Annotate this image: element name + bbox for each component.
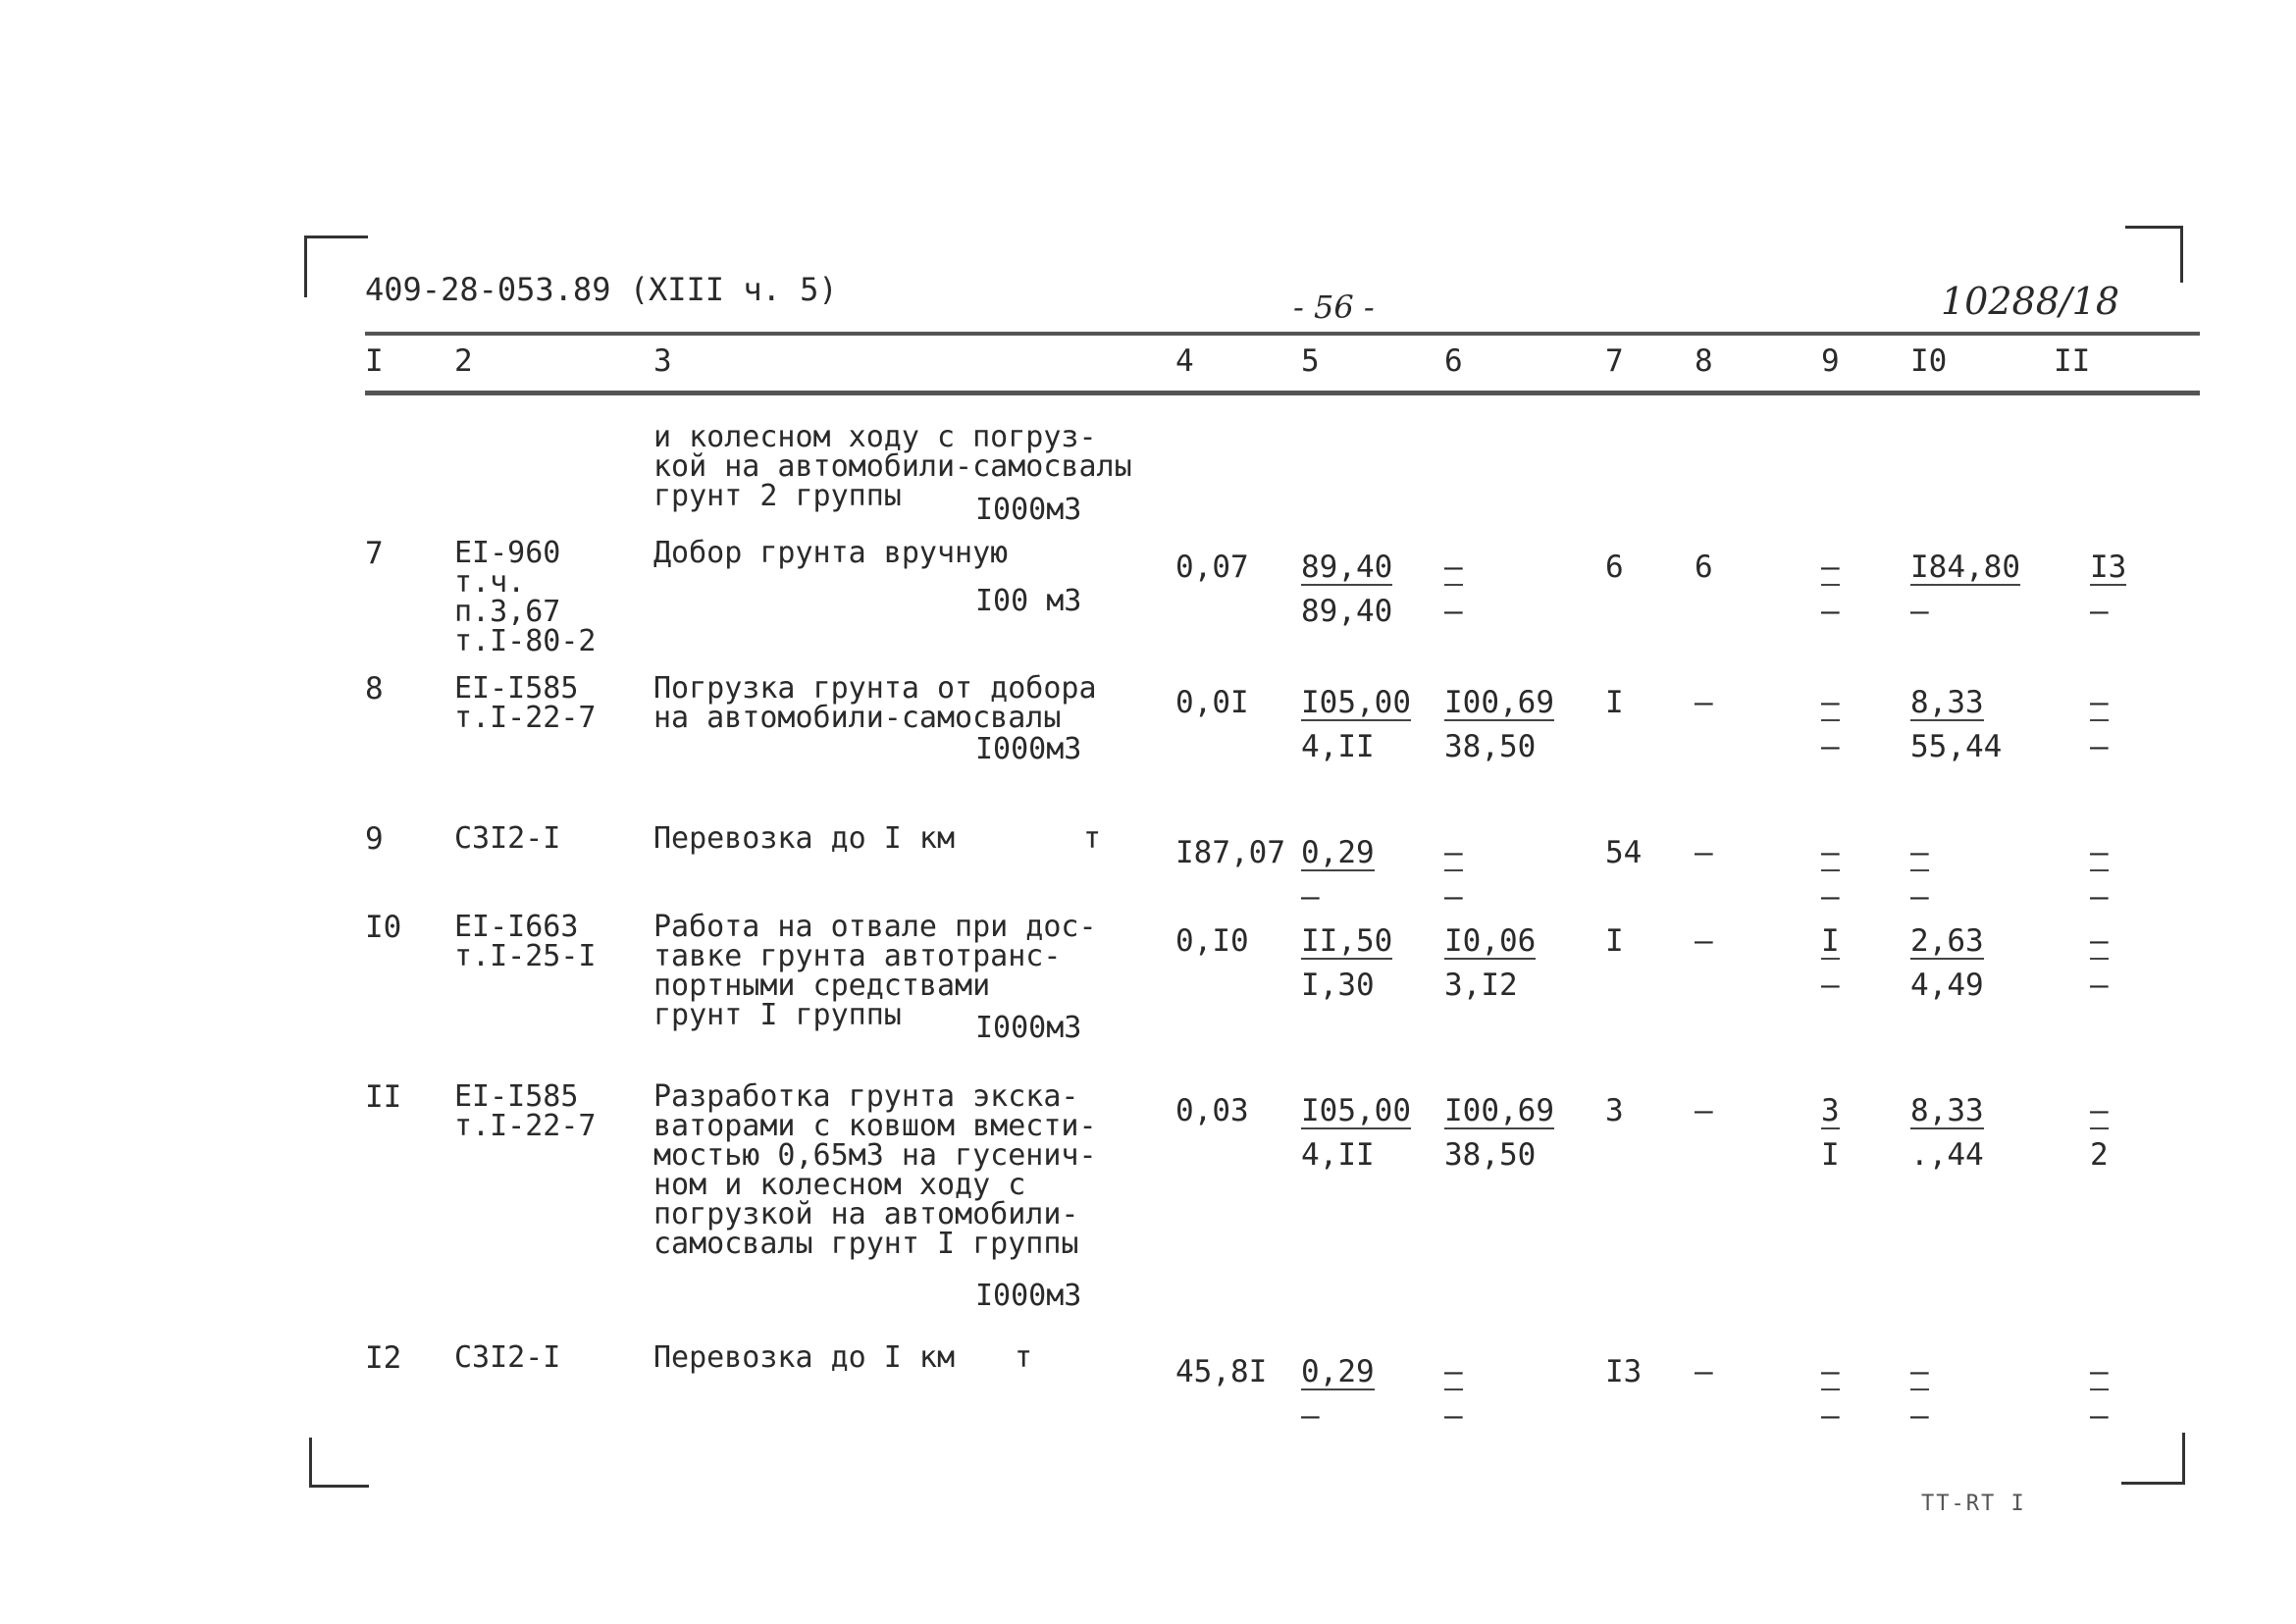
norm-code: п.3,67	[454, 595, 561, 629]
value-c8: –	[1695, 923, 1713, 959]
work-description: самосвалы грунт I группы	[653, 1227, 1079, 1261]
column-header-10: I0	[1910, 343, 1948, 379]
value-c5-bottom: 4,II	[1301, 729, 1375, 764]
page-number: - 56 -	[1293, 288, 1375, 326]
value-c11-bottom: –	[2090, 1398, 2109, 1434]
column-header-11: II	[2054, 343, 2091, 379]
work-description: тавке грунта автотранс-	[653, 939, 1062, 973]
value-c9-top: 3	[1821, 1093, 1840, 1128]
value-c11-bottom: –	[2090, 594, 2109, 629]
value-c6-bottom: 38,50	[1444, 1137, 1537, 1173]
value-c10-bottom: 4,49	[1910, 968, 1984, 1003]
value-c5-top: II,50	[1301, 923, 1393, 959]
value-c10-top: –	[1910, 1354, 1929, 1389]
value-c11-top: I3	[2090, 550, 2127, 585]
value-c10-top: I84,80	[1910, 550, 2020, 585]
value-c7: I	[1605, 923, 1624, 959]
value-c5-top: I05,00	[1301, 685, 1411, 720]
value-c7: 54	[1605, 835, 1643, 870]
row-number: II	[365, 1079, 402, 1115]
value-c10-top: 2,63	[1910, 923, 1984, 959]
quantity: 0,0I	[1175, 685, 1249, 720]
unit-of-measure: т	[1015, 1340, 1033, 1375]
value-c11-bottom: –	[2090, 968, 2109, 1003]
row-number: 9	[365, 821, 384, 857]
value-c8: –	[1695, 1093, 1713, 1128]
work-description: Перевозка до I км	[653, 1340, 956, 1375]
value-c7: I3	[1605, 1354, 1643, 1389]
continuation-line-1: и колесном ходу с погруз-	[653, 420, 1097, 454]
row-number: I0	[365, 910, 402, 945]
row-number: 7	[365, 536, 384, 571]
footer-stamp: TT-RT I	[1921, 1492, 2026, 1516]
value-c6-top: –	[1444, 835, 1463, 870]
value-c11-bottom: –	[2090, 879, 2109, 915]
value-c9-top: –	[1821, 550, 1840, 585]
value-c6-bottom: –	[1444, 594, 1463, 629]
column-header-5: 5	[1301, 343, 1320, 379]
value-c5-bottom: I,30	[1301, 968, 1375, 1003]
value-c9-top: I	[1821, 923, 1840, 959]
continuation-line-3: грунт 2 группы	[653, 479, 902, 513]
value-c6-bottom: 3,I2	[1444, 968, 1518, 1003]
unit-of-measure: I000м3	[975, 732, 1082, 766]
norm-code: т.I-22-7	[454, 701, 597, 735]
value-c5-bottom: –	[1301, 879, 1320, 915]
value-c6-bottom: –	[1444, 879, 1463, 915]
norm-code: C3I2-I	[454, 1340, 561, 1375]
frame-corner-bottom-left	[309, 1438, 369, 1488]
value-c10-bottom: –	[1910, 879, 1929, 915]
value-c10-bottom: –	[1910, 594, 1929, 629]
value-c8: –	[1695, 835, 1713, 870]
quantity: 0,03	[1175, 1093, 1249, 1128]
work-description: Погрузка грунта от добора	[653, 671, 1097, 706]
column-header-2: 2	[454, 343, 473, 379]
column-header-8: 8	[1695, 343, 1713, 379]
value-c9-top: –	[1821, 835, 1840, 870]
value-c5-top: 0,29	[1301, 1354, 1375, 1389]
norm-code: EI-I663	[454, 910, 579, 944]
quantity: 45,8I	[1175, 1354, 1268, 1389]
value-c5-top: 89,40	[1301, 550, 1393, 585]
frame-corner-top-right	[2125, 226, 2183, 283]
work-description: ваторами с ковшом вмести-	[653, 1109, 1097, 1143]
value-c5-bottom: –	[1301, 1398, 1320, 1434]
norm-code: т.I-80-2	[454, 624, 597, 658]
value-c10-top: 8,33	[1910, 685, 1984, 720]
column-header-3: 3	[653, 343, 672, 379]
row-number: I2	[365, 1340, 402, 1376]
value-c8: –	[1695, 1354, 1713, 1389]
column-header-6: 6	[1444, 343, 1463, 379]
column-header-4: 4	[1175, 343, 1194, 379]
column-header-1: I	[365, 343, 384, 379]
value-c9-bottom: –	[1821, 729, 1840, 764]
value-c9-bottom: I	[1821, 1137, 1840, 1173]
value-c6-top: I00,69	[1444, 685, 1554, 720]
value-c11-top: –	[2090, 1093, 2109, 1128]
value-c8: 6	[1695, 550, 1713, 585]
work-description: на автомобили-самосвалы	[653, 701, 1062, 735]
norm-code: EI-960	[454, 536, 561, 570]
row-number: 8	[365, 671, 384, 707]
work-description: мостью 0,65м3 на гусенич-	[653, 1138, 1097, 1173]
unit-of-measure: I000м3	[975, 1279, 1082, 1313]
value-c11-top: –	[2090, 923, 2109, 959]
frame-corner-top-left	[304, 236, 368, 297]
value-c9-top: –	[1821, 685, 1840, 720]
value-c7: 3	[1605, 1093, 1624, 1128]
continuation-unit: I000м3	[975, 493, 1082, 527]
value-c7: I	[1605, 685, 1624, 720]
value-c11-bottom: 2	[2090, 1137, 2109, 1173]
value-c6-top: I00,69	[1444, 1093, 1554, 1128]
value-c10-bottom: –	[1910, 1398, 1929, 1434]
norm-code: т.ч.	[454, 565, 526, 600]
norm-code: C3I2-I	[454, 821, 561, 856]
quantity: I87,07	[1175, 835, 1285, 870]
work-description: ном и колесном ходу с	[653, 1168, 1026, 1202]
work-description: портными средствами	[653, 969, 991, 1003]
value-c10-bottom: .,44	[1910, 1137, 1984, 1173]
quantity: 0,I0	[1175, 923, 1249, 959]
norm-code: EI-I585	[454, 1079, 579, 1114]
work-description: погрузкой на автомобили-	[653, 1197, 1079, 1231]
value-c11-top: –	[2090, 835, 2109, 870]
header-rule-top	[365, 332, 2200, 336]
value-c9-bottom: –	[1821, 879, 1840, 915]
value-c11-bottom: –	[2090, 729, 2109, 764]
work-description: Разработка грунта экска-	[653, 1079, 1079, 1114]
value-c5-bottom: 4,II	[1301, 1137, 1375, 1173]
value-c8: –	[1695, 685, 1713, 720]
value-c9-bottom: –	[1821, 968, 1840, 1003]
unit-of-measure: I00 м3	[975, 584, 1082, 618]
value-c10-top: –	[1910, 835, 1929, 870]
work-description: Добор грунта вручную	[653, 536, 1009, 570]
work-description: Работа на отвале при дос-	[653, 910, 1097, 944]
value-c11-top: –	[2090, 685, 2109, 720]
value-c6-bottom: 38,50	[1444, 729, 1537, 764]
unit-of-measure: т	[1083, 821, 1102, 856]
value-c6-top: –	[1444, 550, 1463, 585]
quantity: 0,07	[1175, 550, 1249, 585]
norm-code: т.I-25-I	[454, 939, 597, 973]
value-c9-top: –	[1821, 1354, 1840, 1389]
value-c6-bottom: –	[1444, 1398, 1463, 1434]
continuation-line-2: кой на автомобили-самосвалы	[653, 449, 1132, 484]
value-c9-bottom: –	[1821, 594, 1840, 629]
value-c7: 6	[1605, 550, 1624, 585]
norm-code: т.I-22-7	[454, 1109, 597, 1143]
value-c5-top: 0,29	[1301, 835, 1375, 870]
reference-number: 10288/18	[1941, 280, 2120, 323]
value-c5-top: I05,00	[1301, 1093, 1411, 1128]
value-c9-bottom: –	[1821, 1398, 1840, 1434]
unit-of-measure: I000м3	[975, 1011, 1082, 1045]
header-rule-bottom	[365, 391, 2200, 395]
column-header-9: 9	[1821, 343, 1840, 379]
value-c6-top: I0,06	[1444, 923, 1537, 959]
work-description: Перевозка до I км	[653, 821, 956, 856]
value-c10-bottom: 55,44	[1910, 729, 2003, 764]
document-code: 409-28-053.89 (XIII ч. 5)	[365, 271, 838, 308]
value-c5-bottom: 89,40	[1301, 594, 1393, 629]
work-description: грунт I группы	[653, 998, 902, 1032]
value-c10-top: 8,33	[1910, 1093, 1984, 1128]
frame-corner-bottom-right	[2121, 1433, 2185, 1485]
value-c11-top: –	[2090, 1354, 2109, 1389]
value-c6-top: –	[1444, 1354, 1463, 1389]
column-header-7: 7	[1605, 343, 1624, 379]
norm-code: EI-I585	[454, 671, 579, 706]
